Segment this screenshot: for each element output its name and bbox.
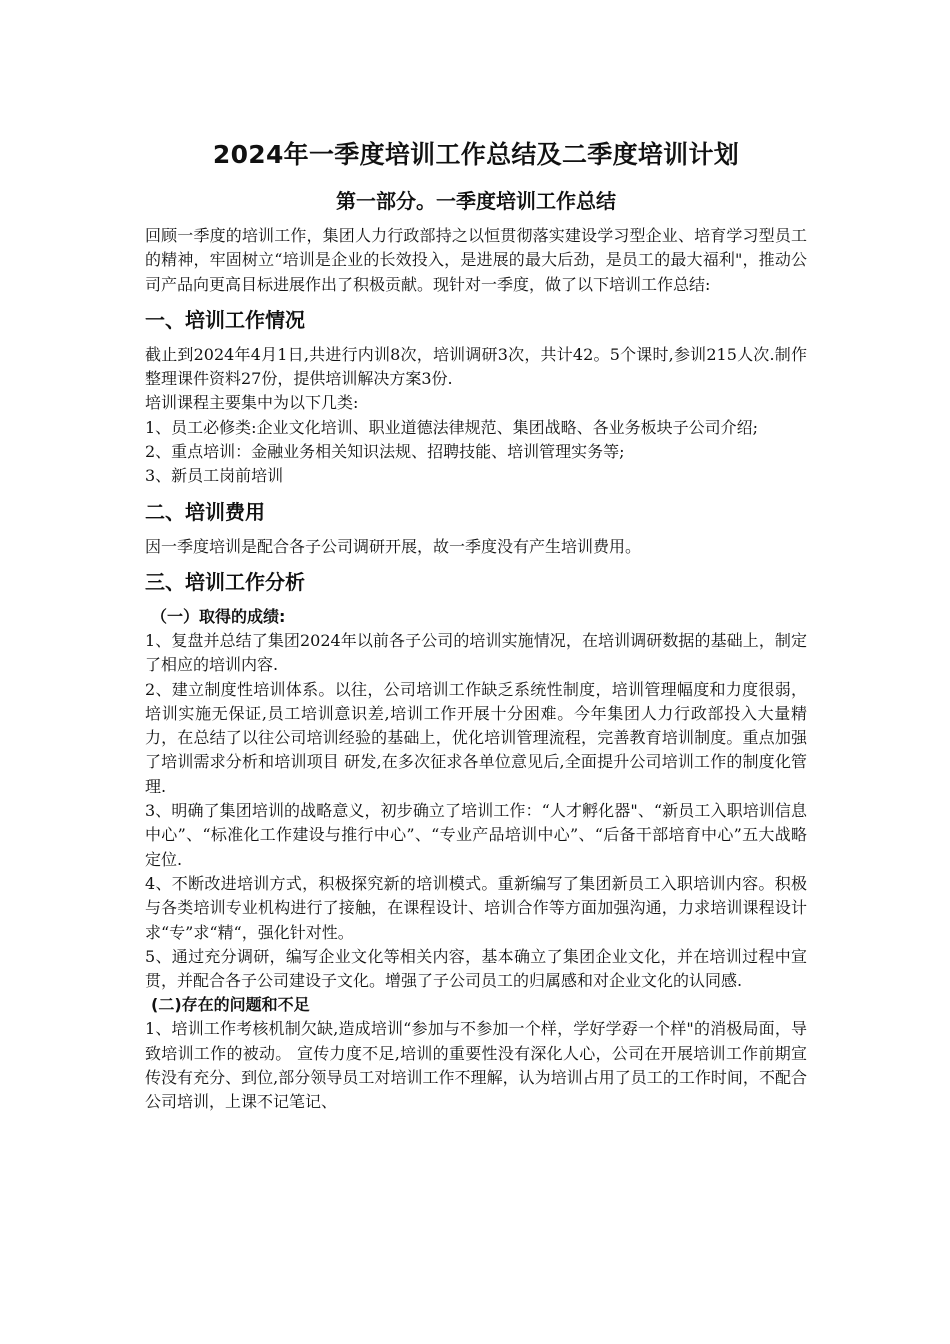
intro-paragraph: 回顾一季度的培训工作，集团人力行政部持之以恒贯彻落实建设学习型企业、培育学习型员工的精神，牢固树立“培训是企业的长效投入，是进展的最大后劲，是员工的最大福利"，推动公司产品向更高目标进展作出了积极贡献。现针对一季度，做了以下培训工作总结:	[145, 226, 807, 294]
achievement-item-4: 4、不断改进培训方式，积极探究新的培训模式。重新编写了集团新员工入职培训内容。积极与各类培训专业机构进行了接触，在课程设计、培训合作等方面加强沟通，力求培训课程设计求“专”求“精“，强化针对性。	[145, 873, 807, 942]
section-1-paragraph-1: 截止到2024年4月1日,共进行内训8次，培训调研3次，共计42。5个课时,参训215人次.制作整理课件资料27份，提供培训解决方案3份.	[145, 344, 807, 389]
achievement-item-5: 5、通过充分调研，编写企业文化等相关内容，基本确立了集团企业文化，并在培训过程中宣贯，并配合各子公司建设子文化。增强了子公司员工的归属感和对企业文化的认同感.	[145, 946, 807, 991]
section-1-paragraph-2: 培训课程主要集中为以下几类:	[145, 393, 359, 413]
achievement-item-1: 1、复盘并总结了集团2024年以前各子公司的培训实施情况，在培训调研数据的基础上，制定了相应的培训内容.	[145, 630, 807, 675]
section-3-title: 三、培训工作分析	[145, 569, 305, 594]
section-2-paragraph-1: 因一季度培训是配合各子公司调研开展，故一季度没有产生培训费用。	[145, 536, 642, 556]
section-1-paragraph-4: 2、重点培训：金融业务相关知识法规、招聘技能、培训管理实务等;	[145, 442, 625, 462]
section-1-paragraph-5: 3、新员工岗前培训	[145, 466, 284, 486]
section-1-title: 一、培训工作情况	[145, 307, 305, 332]
part-one-title: 第一部分。一季度培训工作总结	[336, 189, 616, 213]
subsection-achievements-title: （一）取得的成绩:	[151, 606, 286, 626]
problem-item-1: 1、培训工作考核机制欠缺,造成培训“参加与不参加一个样，学好学孬一个样"的消极局面，导致培训工作的被动。 宣传力度不足,培训的重要性没有深化人心，公司在开展培训工作前期宣传没有充分、到位,部分领导员工对培训工作不理解，认为培训占用了员工的工作时间，不配合公司培训，上课不记笔记、	[145, 1019, 807, 1112]
subsection-problems-title: (二)存在的问题和不足	[151, 995, 310, 1015]
section-2-title: 二、培训费用	[145, 499, 265, 524]
document-title: 2024年一季度培训工作总结及二季度培训计划	[212, 140, 740, 169]
achievement-item-3: 3、明确了集团培训的战略意义，初步确立了培训工作：“人才孵化器"、“新员工入职培训信息中心”、“标准化工作建设与推行中心”、“专业产品培训中心”、“后备干部培育中心”五大战略定位.	[145, 801, 807, 869]
achievement-item-2: 2、建立制度性培训体系。以往，公司培训工作缺乏系统性制度，培训管理幅度和力度很弱，培训实施无保证,员工培训意识差,培训工作开展十分困难。今年集团人力行政部投入大量精力，在总结了以往公司培训经验的基础上，优化培训管理流程，完善教育培训制度。重点加强了培训需求分析和培训项目 研发,在多次征求各单位意见后,全面提升公司培训工作的制度化管理.	[145, 679, 807, 796]
section-1-paragraph-3: 1、员工必修类:企业文化培训、职业道德法律规范、集团战略、各业务板块子公司介绍;	[145, 417, 758, 437]
document-page	[145, 128, 807, 1115]
